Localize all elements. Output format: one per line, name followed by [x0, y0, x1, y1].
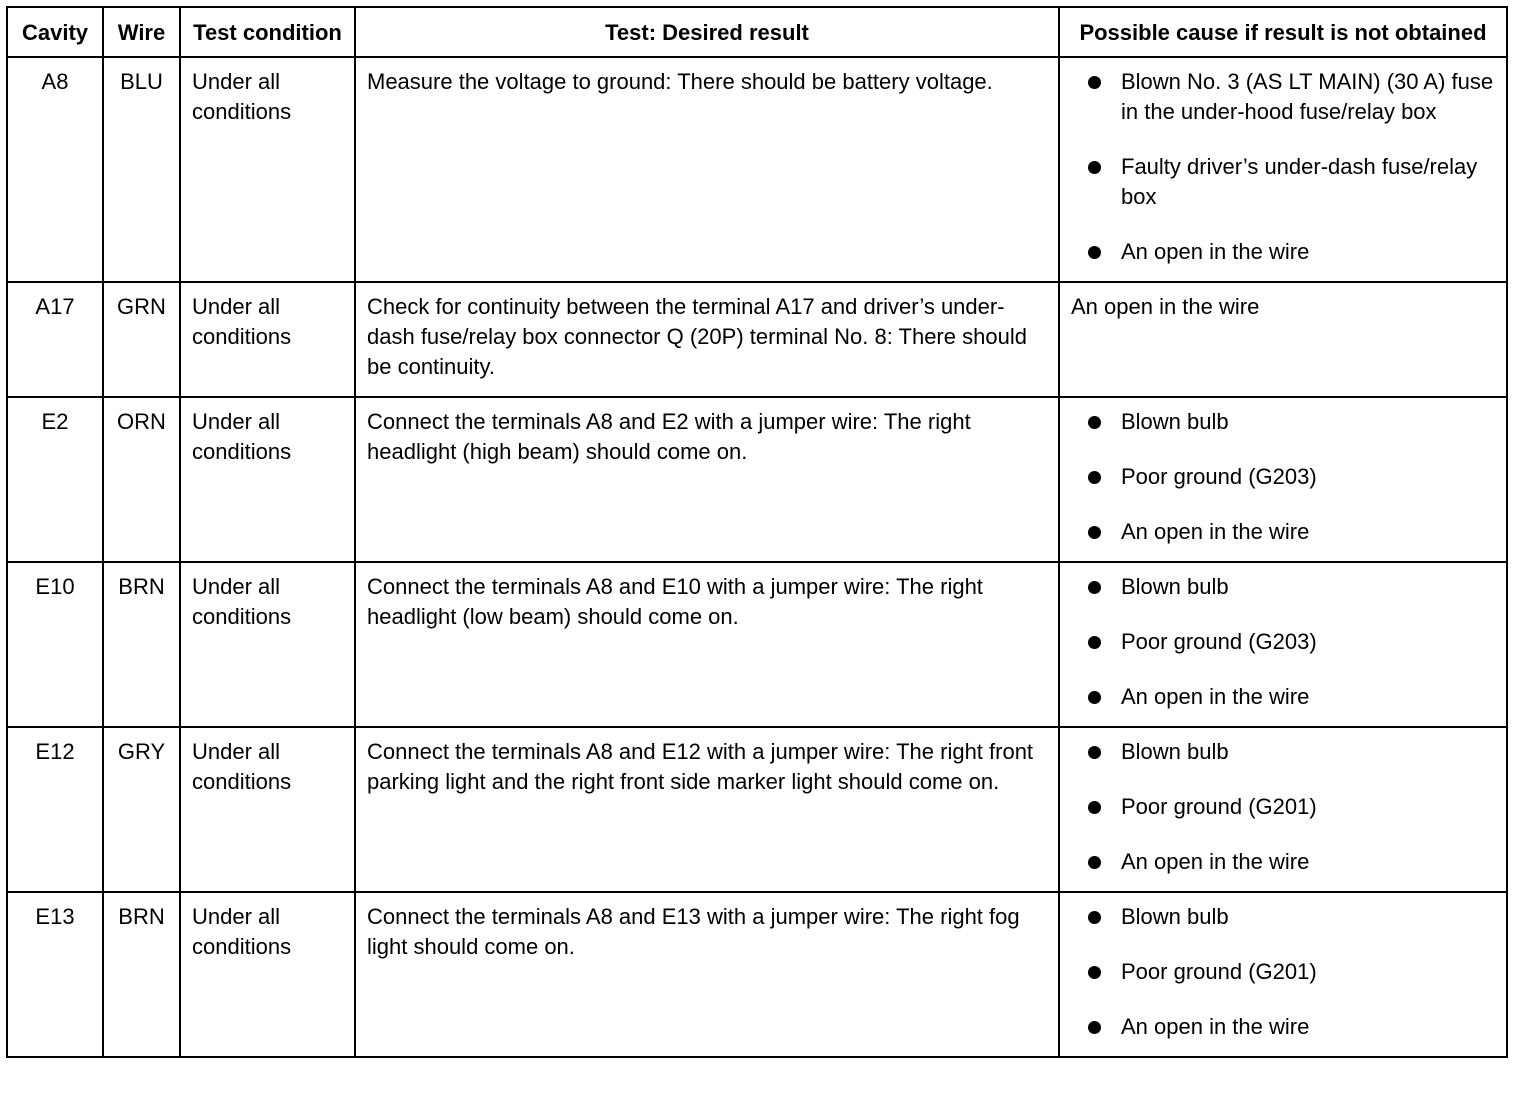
cause-item — [1071, 237, 1495, 267]
cause-list — [1071, 407, 1495, 547]
cause-item — [1071, 847, 1495, 877]
cause-item — [1071, 517, 1495, 547]
test-condition-cell: Under all conditions — [180, 397, 355, 562]
table-row — [7, 57, 1507, 282]
cause-text: An open in the wire — [1121, 1014, 1310, 1039]
bullet-icon — [1088, 76, 1101, 89]
table-row — [7, 727, 1507, 892]
possible-cause-cell: An open in the wire — [1059, 282, 1507, 397]
cause-text: Poor ground (G203) — [1121, 464, 1317, 489]
test-condition-cell: Under all conditions — [180, 562, 355, 727]
bullet-icon — [1088, 471, 1101, 484]
cavity-cell: E12 — [7, 727, 103, 892]
cause-item — [1071, 462, 1495, 492]
table-row — [7, 397, 1507, 562]
header-test-condition: Test condition — [180, 7, 355, 57]
cause-item — [1071, 572, 1495, 602]
bullet-icon — [1088, 911, 1101, 924]
cavity-cell: E2 — [7, 397, 103, 562]
cause-text: Poor ground (G203) — [1121, 629, 1317, 654]
bullet-icon — [1088, 691, 1101, 704]
bullet-icon — [1088, 416, 1101, 429]
cavity-cell: A8 — [7, 57, 103, 282]
cause-text: Poor ground (G201) — [1121, 794, 1317, 819]
cause-item — [1071, 792, 1495, 822]
cavity-cell: A17 — [7, 282, 103, 397]
cause-item — [1071, 682, 1495, 712]
possible-cause-cell — [1059, 57, 1507, 282]
bullet-icon — [1088, 526, 1101, 539]
table-row — [7, 892, 1507, 1057]
bullet-icon — [1088, 246, 1101, 259]
bullet-icon — [1088, 801, 1101, 814]
bullet-icon — [1088, 161, 1101, 174]
bullet-icon — [1088, 966, 1101, 979]
troubleshooting-table — [6, 6, 1508, 1058]
header-cavity: Cavity — [7, 7, 103, 57]
cause-text: An open in the wire — [1121, 519, 1310, 544]
wire-cell: ORN — [103, 397, 180, 562]
cause-text: An open in the wire — [1121, 684, 1310, 709]
cause-text: Blown bulb — [1121, 574, 1229, 599]
cause-list — [1071, 902, 1495, 1042]
cause-text: Blown bulb — [1121, 739, 1229, 764]
table-row — [7, 562, 1507, 727]
cause-list — [1071, 572, 1495, 712]
cause-item — [1071, 902, 1495, 932]
cause-text: Blown bulb — [1121, 904, 1229, 929]
table-body — [7, 57, 1507, 1057]
possible-cause-cell — [1059, 727, 1507, 892]
test-condition-cell: Under all conditions — [180, 282, 355, 397]
header-possible-cause: Possible cause if result is not obtained — [1059, 7, 1507, 57]
wire-cell: BRN — [103, 892, 180, 1057]
test-condition-cell: Under all conditions — [180, 727, 355, 892]
cause-item — [1071, 1012, 1495, 1042]
cavity-cell: E13 — [7, 892, 103, 1057]
header-desired-result: Test: Desired result — [355, 7, 1059, 57]
bullet-icon — [1088, 636, 1101, 649]
desired-result-cell: Connect the terminals A8 and E10 with a jumper wire: The right headlight (low beam) should come on. — [355, 562, 1059, 727]
cause-text: Blown No. 3 (AS LT MAIN) (30 A) fuse in the under-hood fuse/relay box — [1121, 69, 1494, 124]
test-condition-cell: Under all conditions — [180, 892, 355, 1057]
bullet-icon — [1088, 856, 1101, 869]
cause-list — [1071, 67, 1495, 267]
test-condition-cell: Under all conditions — [180, 57, 355, 282]
bullet-icon — [1088, 1021, 1101, 1034]
header-wire: Wire — [103, 7, 180, 57]
desired-result-cell: Connect the terminals A8 and E12 with a jumper wire: The right front parking light and the right front side marker light should come on. — [355, 727, 1059, 892]
possible-cause-cell — [1059, 562, 1507, 727]
cause-item — [1071, 67, 1495, 127]
wire-cell: BRN — [103, 562, 180, 727]
cause-text: Blown bulb — [1121, 409, 1229, 434]
cause-item — [1071, 152, 1495, 212]
bullet-icon — [1088, 746, 1101, 759]
cause-text: Poor ground (G201) — [1121, 959, 1317, 984]
cause-text: An open in the wire — [1121, 849, 1310, 874]
desired-result-cell: Connect the terminals A8 and E13 with a jumper wire: The right fog light should come on. — [355, 892, 1059, 1057]
desired-result-cell: Check for continuity between the terminal A17 and driver’s under-dash fuse/relay box connector Q (20P) terminal No. 8: There should be continuity. — [355, 282, 1059, 397]
cavity-cell: E10 — [7, 562, 103, 727]
cause-text: Faulty driver’s under-dash fuse/relay box — [1121, 154, 1478, 209]
wire-cell: BLU — [103, 57, 180, 282]
cause-text: An open in the wire — [1121, 239, 1310, 264]
table-row — [7, 282, 1507, 397]
cause-item — [1071, 627, 1495, 657]
cause-item — [1071, 737, 1495, 767]
cause-list — [1071, 737, 1495, 877]
wire-cell: GRN — [103, 282, 180, 397]
cause-item — [1071, 407, 1495, 437]
cause-item — [1071, 957, 1495, 987]
desired-result-cell: Connect the terminals A8 and E2 with a jumper wire: The right headlight (high beam) should come on. — [355, 397, 1059, 562]
possible-cause-cell — [1059, 397, 1507, 562]
desired-result-cell: Measure the voltage to ground: There should be battery voltage. — [355, 57, 1059, 282]
header-row — [7, 7, 1507, 57]
bullet-icon — [1088, 581, 1101, 594]
possible-cause-cell — [1059, 892, 1507, 1057]
wire-cell: GRY — [103, 727, 180, 892]
